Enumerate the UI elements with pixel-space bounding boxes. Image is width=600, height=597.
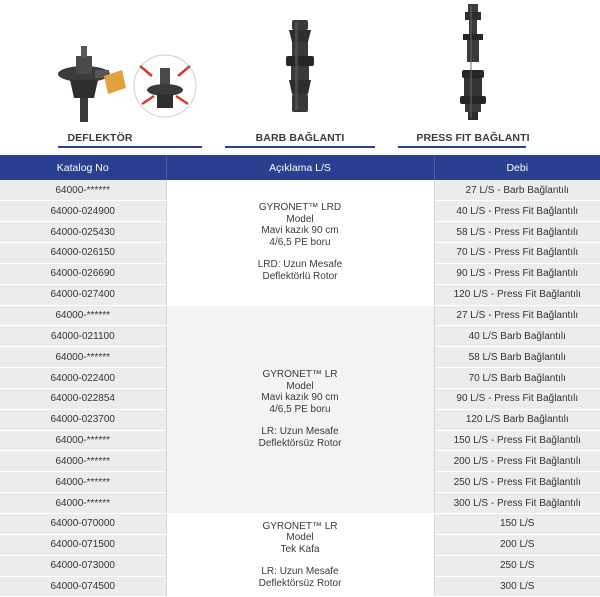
flow-rate-cell: 90 L/S - Press Fit Bağlantılı xyxy=(434,263,600,284)
description-line: 4/6,5 PE boru xyxy=(269,403,331,415)
flow-rate-cell: 300 L/S xyxy=(434,576,600,597)
flow-rate-cell: 70 L/S - Press Fit Bağlantılı xyxy=(434,243,600,264)
description-line: LRD: Uzun Mesafe xyxy=(257,259,343,271)
catalog-number-cell: 64000-****** xyxy=(0,347,166,368)
table-header-row xyxy=(0,155,600,180)
deflector-sprinkler-icon xyxy=(0,0,200,128)
description-line xyxy=(169,555,432,566)
flow-rate-cell: 70 L/S Barb Bağlantılı xyxy=(434,368,600,389)
flow-rate-cell: 27 L/S - Press Fit Bağlantılı xyxy=(434,305,600,326)
description-line: Mavi kazık 90 cm xyxy=(261,225,339,237)
product-underline xyxy=(398,146,526,148)
catalog-number-cell: 64000-****** xyxy=(0,472,166,493)
catalog-number-cell: 64000-022400 xyxy=(0,368,166,389)
catalog-number-cell: 64000-024900 xyxy=(0,201,166,222)
flow-rate-cell: 40 L/S Barb Bağlantılı xyxy=(434,326,600,347)
catalog-number-cell: 64000-026690 xyxy=(0,263,166,284)
flow-rate-cell: 250 L/S xyxy=(434,555,600,576)
catalog-number-cell: 64000-070000 xyxy=(0,514,166,535)
product-press-fit xyxy=(398,0,548,152)
catalog-number-cell: 64000-027400 xyxy=(0,284,166,305)
flow-rate-cell: 90 L/S - Press Fit Bağlantılı xyxy=(434,388,600,409)
description-line: LR: Uzun Mesafe xyxy=(261,426,339,438)
product-underline xyxy=(225,146,375,148)
flow-rate-cell: 58 L/S - Press Fit Bağlantılı xyxy=(434,222,600,243)
catalog-number-cell: 64000-071500 xyxy=(0,534,166,555)
flow-rate-cell: 250 L/S - Press Fit Bağlantılı xyxy=(434,472,600,493)
header-catalog-no: Katalog No xyxy=(0,155,166,180)
flow-rate-cell: 150 L/S - Press Fit Bağlantılı xyxy=(434,430,600,451)
product-header xyxy=(0,0,600,152)
description-line xyxy=(169,248,432,259)
header-flow: Debi xyxy=(434,155,600,180)
catalog-number-cell: 64000-****** xyxy=(0,305,166,326)
description-line xyxy=(169,415,432,426)
product-deflector xyxy=(0,0,200,152)
model-description-cell xyxy=(166,180,434,305)
description-line: Deflektörsüz Rotor xyxy=(258,437,342,449)
product-label-press-fit: PRESS FIT BAĞLANTI xyxy=(416,132,530,144)
description-line: Mavi kazık 90 cm xyxy=(261,392,339,404)
description-line: Tek Kafa xyxy=(280,543,320,555)
barb-connector-icon xyxy=(225,0,375,128)
catalog-number-cell: 64000-****** xyxy=(0,493,166,514)
catalog-number-cell: 64000-021100 xyxy=(0,326,166,347)
spec-table xyxy=(0,155,600,597)
catalog-number-cell: 64000-074500 xyxy=(0,576,166,597)
description-line: GYRONET™ LRD xyxy=(258,202,342,214)
flow-rate-cell: 200 L/S - Press Fit Bağlantılı xyxy=(434,451,600,472)
product-label-deflector: DEFLEKTÖR xyxy=(67,132,133,144)
catalog-number-cell: 64000-025430 xyxy=(0,222,166,243)
flow-rate-cell: 120 L/S Barb Bağlantılı xyxy=(434,409,600,430)
product-underline xyxy=(58,146,202,148)
description-line: Deflektörlü Rotor xyxy=(262,270,338,282)
catalog-number-cell: 64000-022854 xyxy=(0,388,166,409)
flow-rate-cell: 200 L/S xyxy=(434,534,600,555)
description-line: GYRONET™ LR xyxy=(262,520,338,532)
flow-rate-cell: 27 L/S - Barb Bağlantılı xyxy=(434,180,600,201)
catalog-number-cell: 64000-023700 xyxy=(0,409,166,430)
header-description: Açıklama L/S xyxy=(166,155,434,180)
description-line: Deflektörsüz Rotor xyxy=(258,577,342,589)
catalog-number-cell: 64000-****** xyxy=(0,180,166,201)
table-row xyxy=(0,180,600,201)
description-line: LR: Uzun Mesafe xyxy=(261,566,339,578)
catalog-number-cell: 64000-****** xyxy=(0,451,166,472)
model-description-cell xyxy=(166,305,434,513)
description-line: Model xyxy=(286,213,314,225)
product-label-barb: BARB BAĞLANTI xyxy=(255,132,345,144)
model-description-cell xyxy=(166,514,434,597)
table-body xyxy=(0,180,600,597)
catalog-number-cell: 64000-073000 xyxy=(0,555,166,576)
table-row xyxy=(0,305,600,326)
description-line: Model xyxy=(286,380,314,392)
flow-rate-cell: 300 L/S - Press Fit Bağlantılı xyxy=(434,493,600,514)
press-fit-connector-icon xyxy=(398,0,548,128)
flow-rate-cell: 58 L/S Barb Bağlantılı xyxy=(434,347,600,368)
catalog-number-cell: 64000-****** xyxy=(0,430,166,451)
flow-rate-cell: 40 L/S - Press Fit Bağlantılı xyxy=(434,201,600,222)
description-line: 4/6,5 PE boru xyxy=(269,236,331,248)
description-line: GYRONET™ LR xyxy=(262,369,338,381)
description-line: Model xyxy=(286,532,314,544)
product-barb xyxy=(225,0,375,152)
flow-rate-cell: 150 L/S xyxy=(434,514,600,535)
catalog-number-cell: 64000-026150 xyxy=(0,243,166,264)
flow-rate-cell: 120 L/S - Press Fit Bağlantılı xyxy=(434,284,600,305)
table-row xyxy=(0,514,600,535)
